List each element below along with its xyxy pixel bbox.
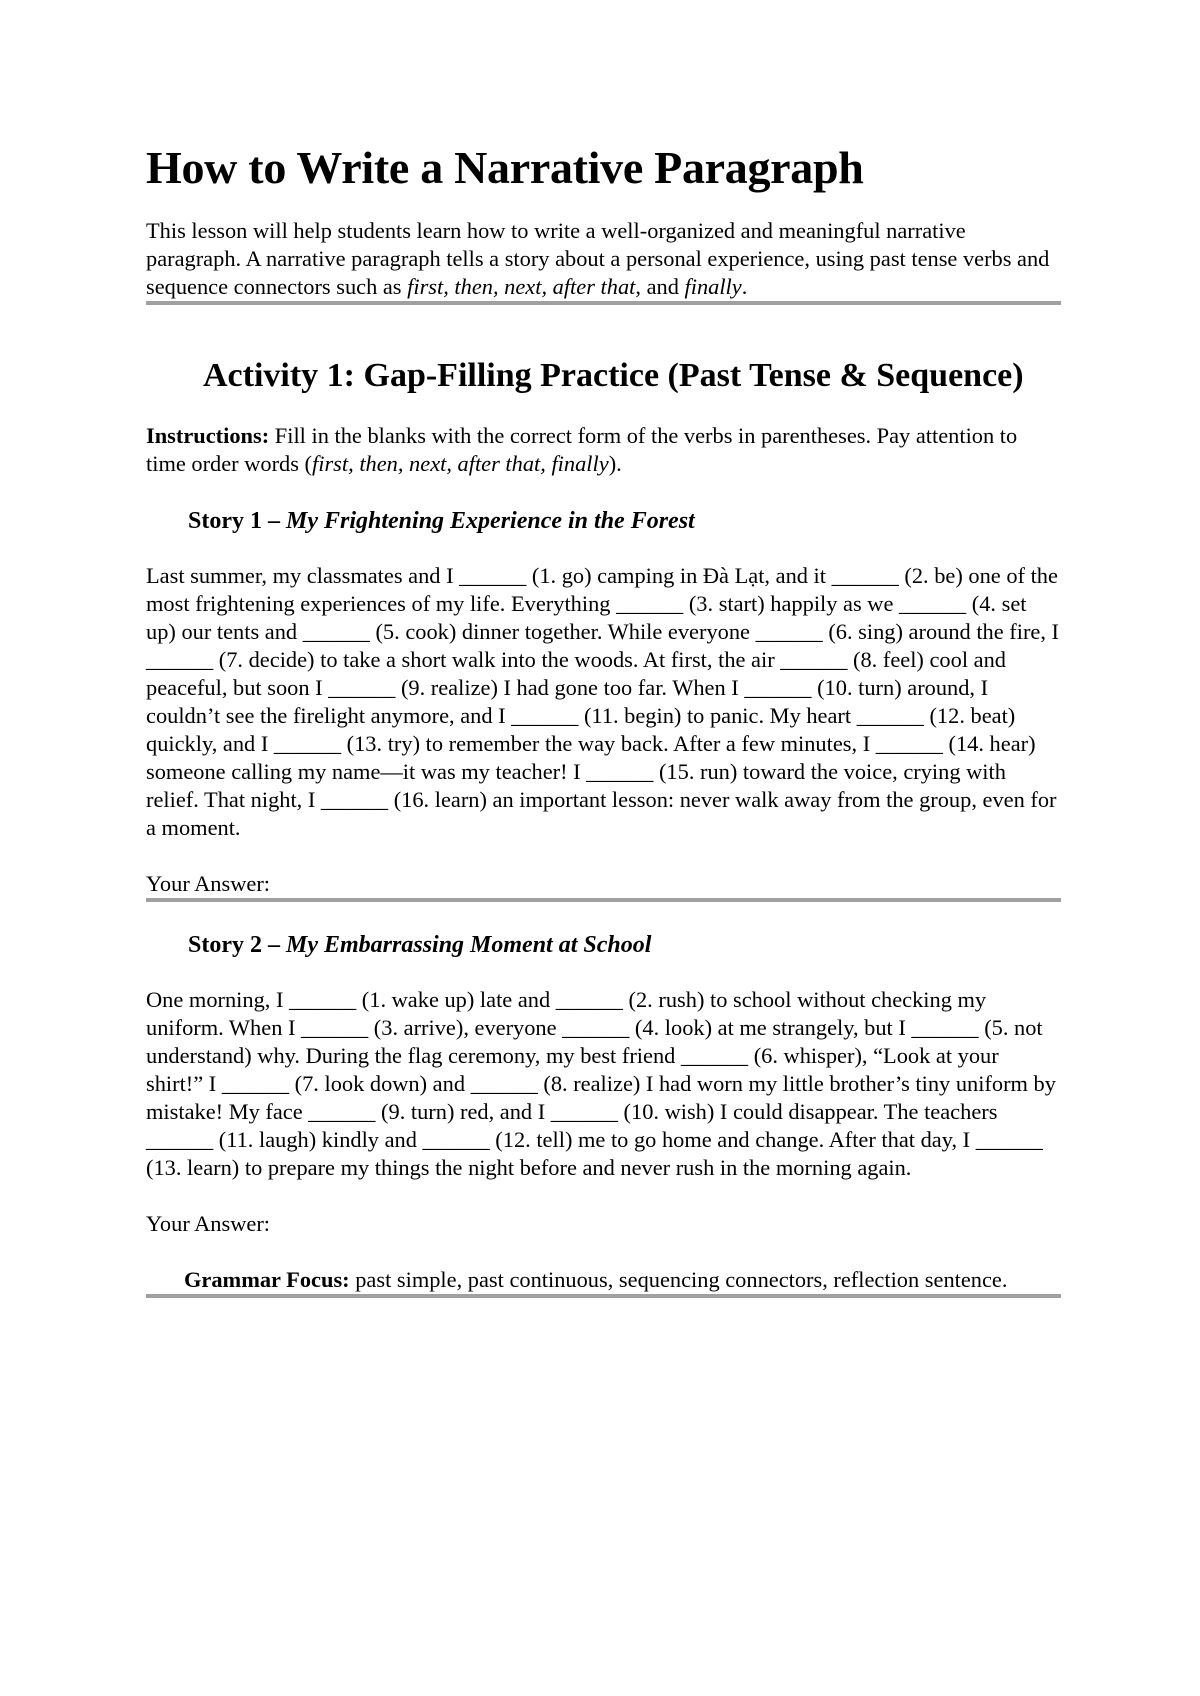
activity-heading: Activity 1: Gap-Filling Practice (Past Tense & Sequence): [203, 357, 1024, 395]
story-1-answer-label: Your Answer:: [146, 871, 270, 897]
grammar-focus-label: Grammar Focus:: [184, 1267, 350, 1293]
story-1-heading: [146, 506, 1061, 536]
story-1-title: My Frightening Experience in the Forest: [286, 508, 695, 535]
instructions-end: ).: [608, 451, 622, 477]
story-1-text: Last summer, my classmates and I ______ (1. go) camping in Đà Lạt, and it ______ (2. be) one of the most frightening experiences of my life. Everything ______ (3. start) happily as we ______ (4. set up) our tents and ______ (5. cook) dinner together. While everyone ______ (6. sing) around the fire, I ______ (7. decide) to take a short walk into the woods. At first, the air ______ (8. feel) cool and peaceful, but soon I ______ (9. realize) I had gone too far. When I ______ (10. turn) around, I couldn’t see the firelight anymore, and I ______ (11. begin) to panic. My heart ______ (12. beat) quickly, and I ______ (13. try) to remember the way back. After a few minutes, I ______ (14. hear) someone calling my name—it was my teacher! I ______ (15. run) toward the voice, crying with relief. That night, I ______ (16. learn) an important lesson: never walk away from the group, even for a moment.: [146, 563, 1060, 841]
intro-paragraph: [146, 217, 1061, 301]
story-2-heading: [146, 930, 1061, 960]
intro-end: .: [741, 274, 748, 300]
section-divider: [146, 301, 1061, 305]
instructions-paragraph: [146, 422, 1061, 478]
instructions-label: Instructions:: [146, 423, 270, 449]
intro-connectors: first, then, next, after that,: [407, 274, 641, 300]
section-divider: [146, 898, 1061, 902]
grammar-focus: [146, 1266, 1061, 1294]
intro-last-connector: finally: [684, 274, 742, 300]
story-2-text: One morning, I ______ (1. wake up) late and ______ (2. rush) to school without checking my uniform. When I ______ (3. arrive), everyone ______ (4. look) at me strangely, but I ______ (5. not understand) why. During the flag ceremony, my best friend ______ (6. whisper), “Look at your shirt!” I ______ (7. look down) and ______ (8. realize) I had worn my little brother’s tiny uniform by mistake! My face ______ (9. turn) red, and I ______ (10. wish) I could disappear. The teachers ______ (11. laugh) kindly and ______ (12. tell) me to go home and change. After that day, I ______ (13. learn) to prepare my things the night before and never rush in the morning again.: [146, 987, 1056, 1181]
intro-text: This lesson will help students learn how to write a well-organized and meaningful narrative paragraph. A narrative paragraph tells a story about a personal experience, using past tense verbs and sequence connectors such as: [146, 218, 1050, 300]
worksheet-page: [146, 140, 1061, 1298]
story-2-label: Story 2 –: [188, 932, 286, 959]
instructions-text: Fill in the blanks with the correct form of the verbs in parentheses. Pay attention to time order words (: [146, 423, 1018, 477]
grammar-focus-text: past simple, past continuous, sequencing connectors, reflection sentence.: [349, 1267, 1008, 1293]
story-2-title: My Embarrassing Moment at School: [286, 932, 652, 959]
intro-and: and: [640, 274, 685, 300]
page-title: How to Write a Narrative Paragraph: [146, 142, 864, 193]
instructions-words: first, then, next, after that, finally: [312, 451, 609, 477]
section-divider: [146, 1294, 1061, 1298]
story-1-label: Story 1 –: [188, 508, 286, 535]
story-2-answer-label: Your Answer:: [146, 1211, 270, 1237]
